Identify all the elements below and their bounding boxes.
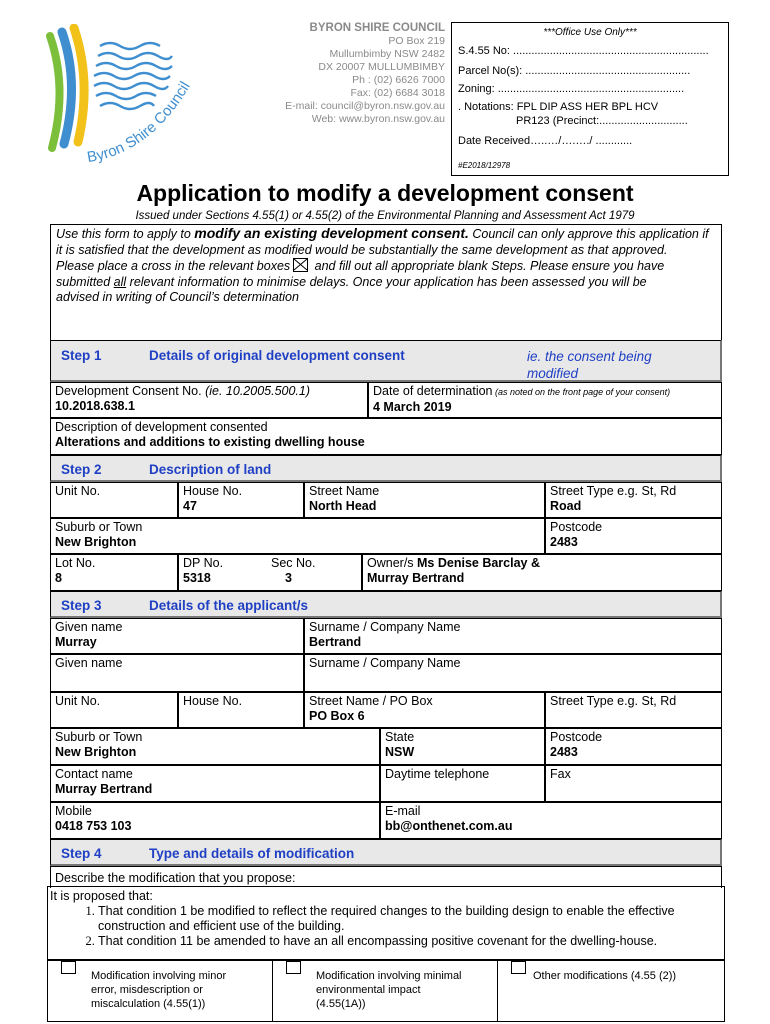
applicant-street-label: Street Name / PO Box [309, 694, 433, 708]
applicant-surname-value: Bertrand [309, 635, 362, 649]
minor-modification-label [91, 969, 226, 1011]
step2-title: Description of land [149, 462, 272, 477]
applicant2-given-name-field[interactable] [50, 654, 304, 692]
development-description-value: Alterations and additions to existing dwelling house [55, 435, 365, 449]
step3-title: Details of the applicant/s [149, 598, 309, 613]
notations: . Notations: FPL DIP ASS HER BPL HCV [458, 101, 659, 113]
applicant-surname-label: Surname / Company Name [309, 620, 461, 634]
step2-number: Step 2 [61, 462, 102, 477]
modification-describe-text: Describe the modification that you propose: [55, 871, 296, 885]
sec-number-label: Sec No. [271, 556, 316, 570]
option-text: miscalculation (4.55(1)) [91, 998, 206, 1010]
modification-describe-label [50, 866, 722, 888]
applicant-state-label: State [385, 730, 415, 744]
proposed-intro: It is proposed that: [50, 889, 153, 903]
applicant-postcode-field[interactable] [545, 728, 722, 765]
contact-name-value: Murray Bertrand [55, 782, 153, 796]
intro-text-part: Please place a cross in the relevant boxes [56, 259, 291, 273]
office-use-box [451, 22, 729, 176]
dp-number-value: 5318 [183, 571, 211, 585]
land-street-type-label: Street Type e.g. St, Rd [550, 484, 677, 498]
lot-number-value: 8 [55, 571, 62, 585]
applicant-unit-field[interactable] [50, 692, 178, 728]
step1-title: Details of original development consent [149, 348, 405, 363]
step1-note: ie. the consent being modified [527, 349, 652, 381]
applicant-street-type-field[interactable] [545, 692, 722, 728]
applicant-surname-field[interactable] [304, 618, 722, 654]
council-line: DX 20007 MULLUMBIMBY [318, 61, 445, 73]
minimal-impact-checkbox[interactable] [286, 961, 301, 974]
applicant-postcode-value: 2483 [550, 745, 578, 759]
applicant-house-label: House No. [183, 694, 243, 708]
daytime-phone-field[interactable] [380, 765, 545, 802]
option-text: error, misdescription or [91, 984, 203, 996]
applicant-street-type-label: Street Type e.g. St, Rd [550, 694, 677, 708]
email-field[interactable] [380, 802, 722, 839]
contact-name-field[interactable] [50, 765, 380, 802]
applicant-given-name-label: Given name [55, 620, 123, 634]
consent-number-field[interactable] [50, 382, 368, 418]
applicant2-surname-field[interactable] [304, 654, 722, 692]
council-email: E-mail: council@byron.nsw.gov.au [285, 100, 445, 112]
contact-name-label: Contact name [55, 767, 133, 781]
owners-label: Owner/s [367, 556, 418, 570]
intro-text-part: relevant information to minimise delays. Once your application has been assessed you will be [126, 274, 647, 289]
applicant-given-name-value: Murray [55, 635, 97, 649]
step3-header [50, 591, 722, 618]
intro-text-part: advised in writing of Council’s determination [56, 290, 299, 304]
applicant-state-field[interactable] [380, 728, 545, 765]
development-description-field[interactable] [50, 418, 722, 455]
applicant-suburb-label: Suburb or Town [55, 730, 143, 744]
dp-sec-field[interactable] [178, 554, 362, 591]
logo-text: Byron Shire Council [85, 78, 194, 167]
council-logo [40, 24, 220, 174]
option-divider [497, 960, 498, 1022]
option-text: Modification involving minor [91, 970, 227, 982]
email-value: bb@onthenet.com.au [385, 819, 513, 833]
development-description-label: Description of development consented [55, 420, 268, 434]
modification-details-field[interactable] [47, 886, 725, 960]
sec-number-value: 3 [285, 571, 292, 585]
consent-number-value: 10.2018.638.1 [55, 399, 135, 413]
mobile-label: Mobile [55, 804, 92, 818]
council-address [255, 22, 445, 126]
applicant-house-field[interactable] [178, 692, 304, 728]
fax-field[interactable] [545, 765, 722, 802]
intro-text [50, 224, 722, 340]
council-name: BYRON SHIRE COUNCIL [309, 22, 445, 34]
land-street-value: North Head [309, 499, 377, 513]
determination-date-field[interactable] [368, 382, 722, 418]
minimal-impact-label [316, 969, 462, 1011]
step1-header [50, 340, 722, 382]
land-unit-field[interactable] [50, 482, 178, 518]
page-subtitle: Issued under Sections 4.55(1) or 4.55(2) of the Environmental Planning and Assessment Act 1979 [135, 210, 635, 222]
step2-header [50, 455, 722, 482]
applicant-suburb-value: New Brighton [55, 745, 137, 759]
applicant-suburb-field[interactable] [50, 728, 380, 765]
owners-value: Murray Bertrand [367, 571, 465, 585]
applicant-street-value: PO Box 6 [309, 709, 365, 723]
land-suburb-value: New Brighton [55, 535, 137, 549]
svg-text:Byron Shire Council [86, 79, 194, 166]
applicant-given-name-field[interactable] [50, 618, 304, 654]
land-unit-label: Unit No. [55, 484, 101, 498]
dp-number-label: DP No. [183, 556, 224, 570]
office-use-header: ***Office Use Only*** [543, 27, 637, 38]
determination-date-label: Date of determination [373, 384, 493, 398]
land-house-value: 47 [183, 499, 197, 513]
applicant-street-field[interactable] [304, 692, 545, 728]
land-postcode-value: 2483 [550, 535, 578, 549]
option-divider [272, 960, 273, 1022]
option-text: environmental impact [316, 984, 421, 996]
land-postcode-label: Postcode [550, 520, 603, 534]
land-suburb-field[interactable] [50, 518, 545, 554]
applicant-postcode-label: Postcode [550, 730, 603, 744]
email-label: E-mail [385, 804, 421, 818]
date-received: Date Received…..…/….…./ ............ [458, 135, 633, 147]
applicant-state-value: NSW [385, 745, 415, 759]
option-text: Modification involving minimal [316, 970, 462, 982]
minor-modification-checkbox[interactable] [61, 961, 76, 974]
fax-label: Fax [550, 767, 571, 781]
owners-field[interactable] [362, 554, 722, 591]
cross-box-icon [293, 258, 308, 272]
page-title: Application to modify a development consent [136, 180, 634, 206]
step4-header [50, 839, 722, 866]
mobile-value: 0418 753 103 [55, 819, 132, 833]
owners-value: Ms Denise Barclay & [417, 556, 540, 570]
land-postcode-field[interactable] [545, 518, 722, 554]
council-line: Ph : (02) 6626 7000 [352, 74, 445, 86]
lot-number-field[interactable] [50, 554, 178, 591]
step4-number: Step 4 [61, 846, 102, 861]
s455-number: S.4.55 No: ................................................................ [458, 45, 709, 57]
land-street-label: Street Name [309, 484, 380, 498]
consent-number-hint: (ie. 10.2005.500.1) [201, 384, 311, 398]
applicant-unit-label: Unit No. [55, 694, 101, 708]
intro-text-part: Council can only approve this application if it is satisfied that the development as modified would be substantially the same development as that approved. [56, 227, 709, 257]
parcel-numbers: Parcel No(s): ...................................................... [458, 65, 691, 77]
consent-number-label: Development Consent No. [55, 384, 202, 398]
land-street-field[interactable] [304, 482, 545, 518]
intro-emphasis: modify an existing development consent. [194, 225, 469, 241]
intro-underline: all [113, 274, 127, 289]
other-modification-label: Other modifications (4.55 (2)) [533, 970, 677, 982]
determination-date-value: 4 March 2019 [373, 400, 452, 414]
land-street-type-value: Road [550, 499, 582, 513]
modification-list [50, 904, 722, 949]
council-line: Mullumbimby NSW 2482 [329, 48, 445, 60]
daytime-phone-label: Daytime telephone [385, 767, 490, 781]
modification-item: 1. That condition 1 be modified to reflect the required changes to the building design to enable the effective construction and efficient use of the building. [98, 904, 722, 934]
determination-date-hint: (as noted on the front page of your consent) [492, 387, 671, 397]
precinct: PR123 (Precinct:............................. [516, 115, 688, 127]
land-house-label: House No. [183, 484, 243, 498]
land-street-type-field[interactable] [545, 482, 722, 518]
step3-number: Step 3 [61, 598, 102, 613]
option-text: (4.55(1A)) [316, 998, 366, 1010]
zoning: Zoning: ............................................................. [458, 83, 685, 95]
council-web: Web: www.byron.nsw.gov.au [311, 113, 445, 125]
intro-text-part: and fill out all appropriate blank Steps. Please ensure you have submitted [56, 259, 665, 289]
modification-item: 2. That condition 11 be amended to have an all encompassing positive covenant for the dwelling-house. [98, 934, 722, 949]
lot-number-label: Lot No. [55, 556, 96, 570]
council-line: Fax: (02) 6684 3018 [350, 87, 445, 99]
applicant2-surname-label: Surname / Company Name [309, 656, 461, 670]
land-suburb-label: Suburb or Town [55, 520, 143, 534]
council-line: PO Box 219 [388, 35, 445, 47]
other-modification-checkbox[interactable] [511, 961, 526, 974]
reference-number: #E2018/12978 [458, 161, 511, 170]
mobile-field[interactable] [50, 802, 380, 839]
land-house-field[interactable] [178, 482, 304, 518]
intro-text-part: Use this form to apply to [56, 227, 195, 241]
step4-title: Type and details of modification [149, 846, 355, 861]
step1-number: Step 1 [61, 348, 102, 363]
applicant2-given-name-label: Given name [55, 656, 123, 670]
